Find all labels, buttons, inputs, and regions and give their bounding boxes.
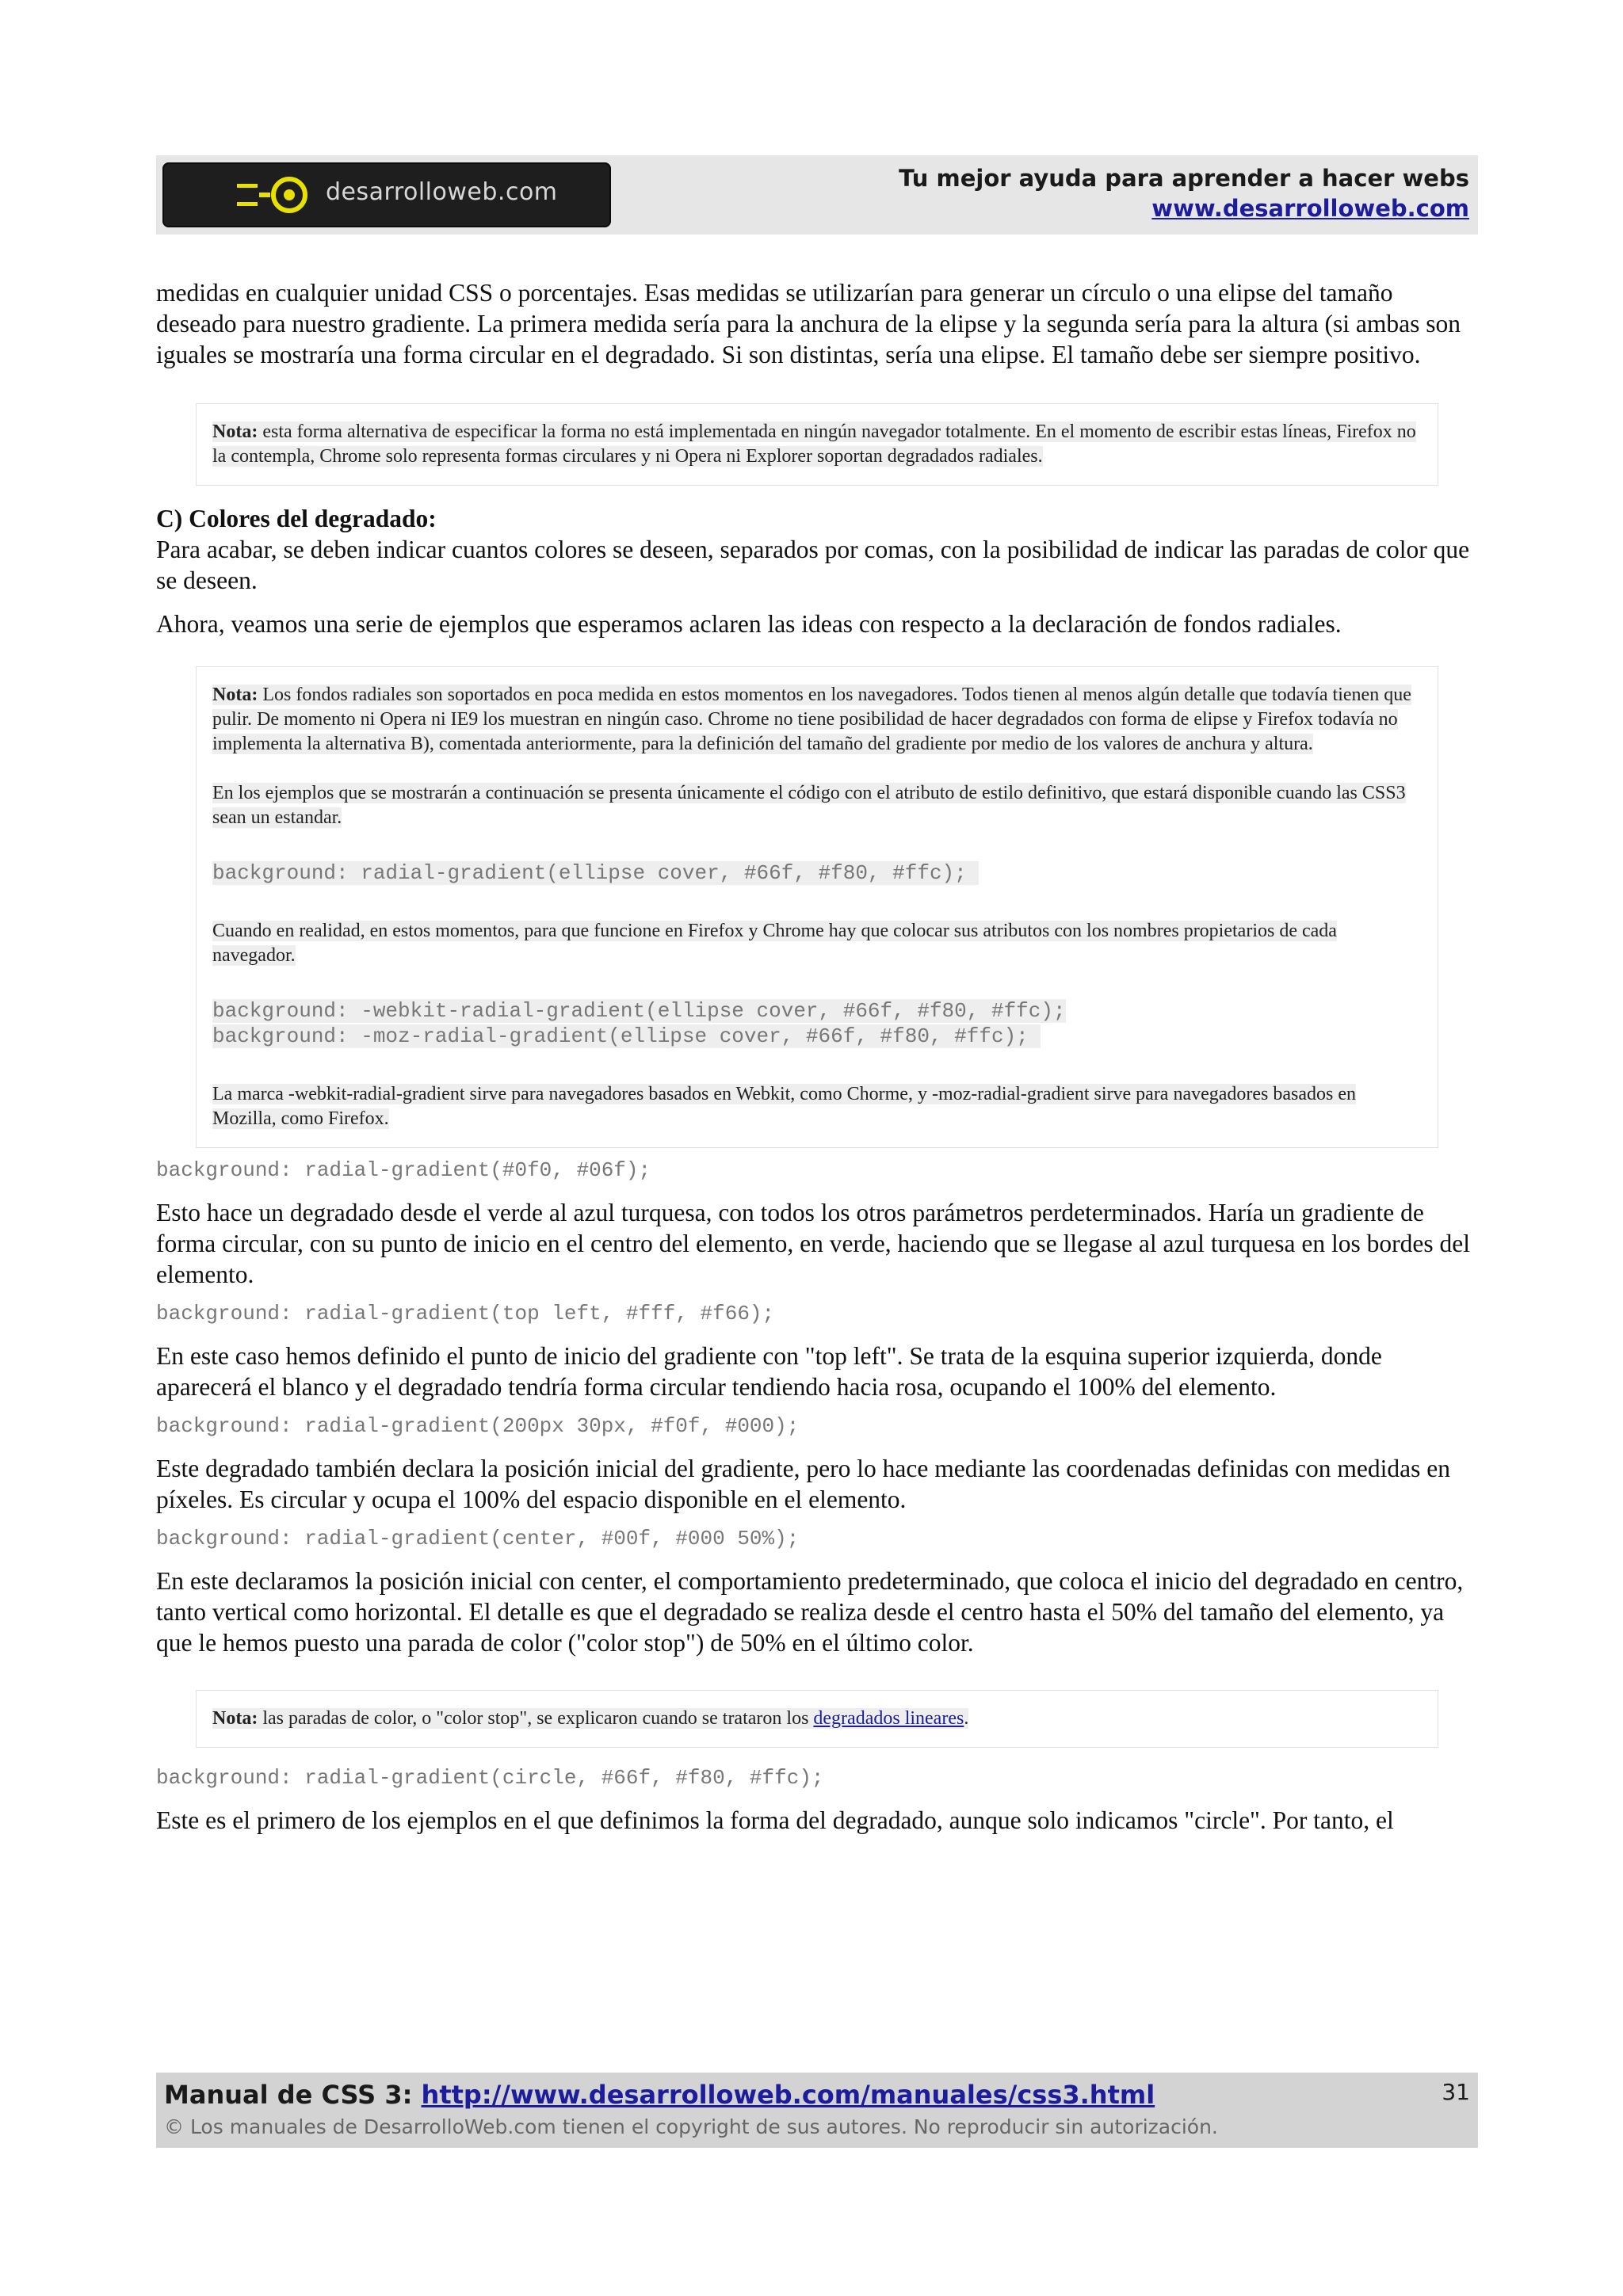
- manual-title: [164, 2079, 1155, 2111]
- note-end: .: [964, 1708, 969, 1729]
- note-box: [196, 1690, 1438, 1748]
- code-snippet: background: radial-gradient(200px 30px, #f0f, #000);: [156, 1414, 800, 1438]
- paragraph: Este degradado también declara la posición inicial del gradiente, pero lo hace mediante las coordenadas definidas con medidas en píxeles. Es circular y ocupa el 100% del espacio disponible en el elemento.: [156, 1455, 1450, 1513]
- paragraph: medidas en cualquier unidad CSS o porcentajes. Esas medidas se utilizarían para generar un círculo o una elipse del tamaño deseado para nuestro gradiente. La primera medida sería para la anchura de la elipse y la segunda sería para la altura (si ambas son iguales se mostraría una forma circular en el degradado. Si son distintas, sería una elipse. El tamaño debe ser siempre positivo.: [156, 279, 1461, 368]
- note-body: las paradas de color, o "color stop", se explicaron cuando se trataron los: [258, 1708, 814, 1729]
- note-text: [212, 1708, 968, 1729]
- section-heading: C) Colores del degradado:: [156, 505, 437, 532]
- note-text: La marca -webkit-radial-gradient sirve para navegadores basados en Webkit, como Chorme, y -moz-radial-gradient sirve para navegadores basados en Mozilla, como Firefox.: [212, 1084, 1357, 1129]
- note-label: Nota:: [212, 1708, 258, 1729]
- tagline-text: Tu mejor ayuda para aprender a hacer webs: [899, 165, 1469, 192]
- note-body: esta forma alternativa de especificar la forma no está implementada en ningún navegador totalmente. En el momento de escribir estas líneas, Firefox no la contempla, Chrome solo representa formas circulares y ni Opera ni Explorer soportan degradados radiales.: [212, 421, 1416, 467]
- copyright-notice: © Los manuales de DesarrolloWeb.com tienen el copyright de sus autores. No reproducir sin autorización.: [164, 2115, 1218, 2138]
- paragraph: Esto hace un degradado desde el verde al azul turquesa, con todos los otros parámetros perdeterminados. Haría un gradiente de forma circular, con su punto de inicio en el centro del elemento, en verde, haciendo que se llegase al azul turquesa en los bordes del elemento.: [156, 1199, 1470, 1288]
- code-snippet: background: radial-gradient(ellipse cover, #66f, #f80, #ffc);: [212, 861, 980, 885]
- paragraph: Ahora, veamos una serie de ejemplos que esperamos aclaren las ideas con respecto a la declaración de fondos radiales.: [156, 610, 1342, 638]
- page-number: 31: [1442, 2079, 1470, 2105]
- header-tagline: [899, 163, 1469, 223]
- manual-label: Manual de CSS 3:: [164, 2080, 422, 2110]
- note-text: [212, 685, 1411, 754]
- note-label: Nota:: [212, 421, 258, 442]
- note-text: Cuando en realidad, en estos momentos, para que funcione en Firefox y Chrome hay que colocar sus atributos con los nombres propietarios de cada navegador.: [212, 921, 1337, 966]
- code-snippet: background: -webkit-radial-gradient(ellipse cover, #66f, #f80, #ffc);: [212, 999, 1066, 1023]
- paragraph: Este es el primero de los ejemplos en el que definimos la forma del degradado, aunque solo indicamos "circle". Por tanto, el: [156, 1806, 1394, 1834]
- site-link[interactable]: www.desarrolloweb.com: [1151, 195, 1469, 222]
- logo-text: desarrolloweb.com: [326, 178, 558, 206]
- main-content: [156, 277, 1478, 1836]
- paragraph: En este declaramos la posición inicial con center, el comportamiento predeterminado, que coloca el inicio del degradado en centro, tanto vertical como horizontal. El detalle es que el degradado se realiza desde el centro hasta el 50% del tamaño del elemento, ya que le hemos puesto una parada de color ("color stop") de 50% en el último color.: [156, 1567, 1464, 1657]
- note-text: En los ejemplos que se mostrarán a continuación se presenta únicamente el código con el atributo de estilo definitivo, que estará disponible cuando las CSS3 sean un estandar.: [212, 783, 1406, 828]
- note-box: [196, 403, 1438, 486]
- paragraph: Para acabar, se deben indicar cuantos colores se deseen, separados por comas, con la posibilidad de indicar las paradas de color que se deseen.: [156, 536, 1470, 594]
- code-snippet: background: radial-gradient(top left, #fff, #f66);: [156, 1302, 775, 1325]
- page-header: [156, 155, 1478, 235]
- note-label: Nota:: [212, 685, 258, 705]
- note-box: [196, 666, 1438, 1148]
- manual-link[interactable]: http://www.desarrolloweb.com/manuales/css3.html: [421, 2080, 1155, 2110]
- logo-icon: [235, 174, 324, 215]
- paragraph: En este caso hemos definido el punto de inicio del gradiente con "top left". Se trata de la esquina superior izquierda, donde aparecerá el blanco y el degradado tendría forma circular tendiendo hacia rosa, ocupando el 100% del elemento.: [156, 1342, 1382, 1401]
- code-snippet: background: radial-gradient(circle, #66f, #f80, #ffc);: [156, 1766, 824, 1790]
- site-logo[interactable]: [162, 162, 611, 227]
- code-snippet: background: radial-gradient(center, #00f, #000 50%);: [156, 1527, 800, 1550]
- page-footer: [156, 2073, 1478, 2148]
- code-snippet: background: -moz-radial-gradient(ellipse cover, #66f, #f80, #ffc);: [212, 1024, 1041, 1048]
- note-body: Los fondos radiales son soportados en poca medida en estos momentos en los navegadores. Todos tienen al menos algún detalle que todavía tienen que pulir. De momento ni Opera ni IE9 los muestran en ningún caso. Chrome no tiene posibilidad de hacer degradados con forma de elipse y Firefox todavía no implementa la alternativa B), comentada anteriormente, para la definición del tamaño del gradiente por medio de los valores de anchura y altura.: [212, 685, 1411, 754]
- code-snippet: background: radial-gradient(#0f0, #06f);: [156, 1158, 651, 1182]
- degradados-lineares-link[interactable]: degradados lineares: [813, 1708, 964, 1729]
- note-text: [212, 421, 1416, 467]
